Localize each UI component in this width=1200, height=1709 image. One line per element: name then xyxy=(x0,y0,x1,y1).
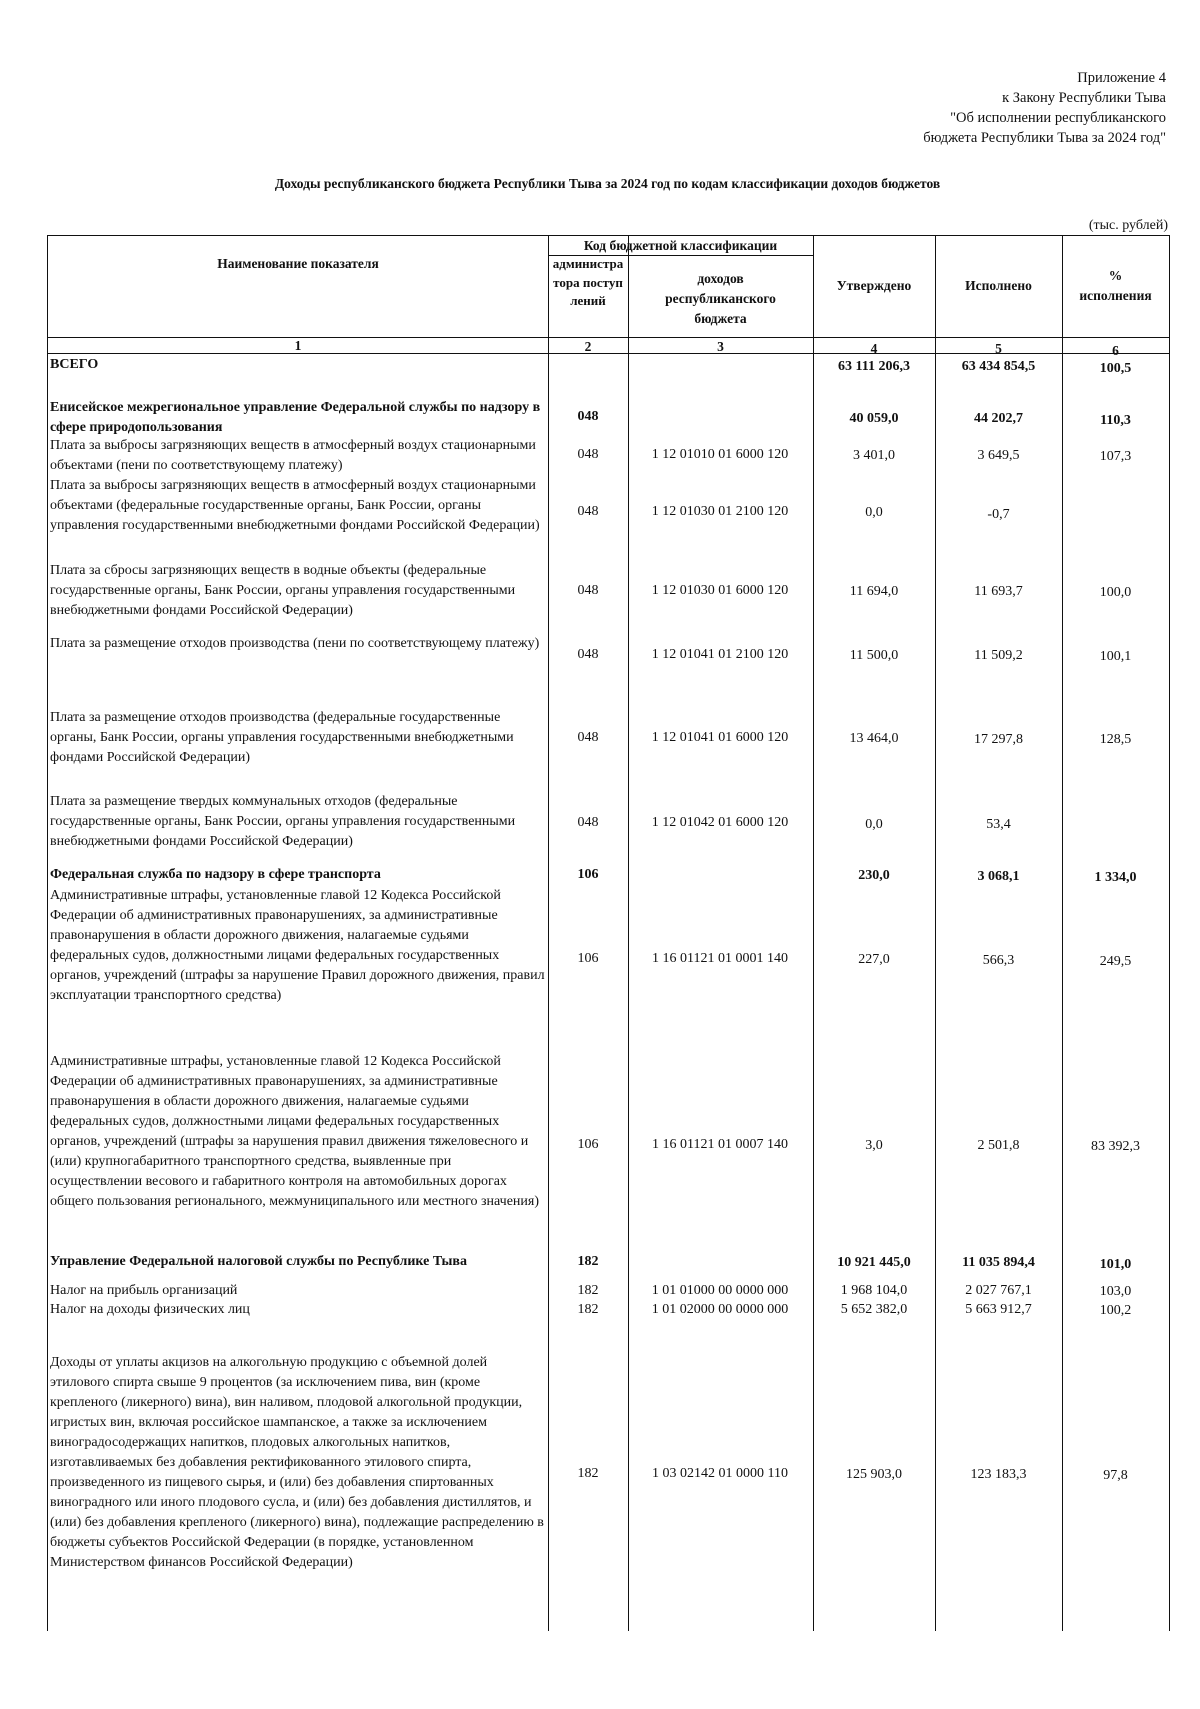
row-name: Енисейское межрегиональное управление Федеральной службы по надзору в сфере природопользования xyxy=(50,400,541,435)
appendix-line: бюджета Республики Тыва за 2024 год" xyxy=(923,130,1166,146)
row-code: 1 12 01041 01 2100 120 xyxy=(651,647,789,662)
row-percent: 101,0 xyxy=(1099,1257,1132,1272)
row-code: 1 12 01010 01 6000 120 xyxy=(651,447,789,462)
document-title: Доходы республиканского бюджета Республики Тыва за 2024 год по кодам классификации доходов бюджетов xyxy=(274,176,941,191)
row-percent: 100,5 xyxy=(1099,361,1132,376)
row-executed: 63 434 854,5 xyxy=(961,359,1036,374)
row-admin: 106 xyxy=(577,951,599,966)
row-admin: 048 xyxy=(577,730,599,745)
row-executed: 123 183,3 xyxy=(970,1467,1027,1482)
column-number: 1 xyxy=(294,338,302,353)
row-code: 1 12 01030 01 6000 120 xyxy=(651,583,789,598)
row-name: Налог на прибыль организаций xyxy=(50,1283,238,1298)
row-admin: 048 xyxy=(577,447,599,462)
row-percent: 110,3 xyxy=(1100,413,1131,428)
row-admin: 182 xyxy=(577,1466,599,1481)
column-divider xyxy=(1062,236,1063,1631)
row-executed: 11 509,2 xyxy=(974,648,1023,663)
row-name: Плата за размещение отходов производства (федеральные государственные органы, Банк России, органы управления государственными внебюджетными фондами Российской Федерации) xyxy=(50,710,514,765)
row-executed: 11 035 894,4 xyxy=(962,1255,1035,1270)
appendix-line: "Об исполнении республиканского xyxy=(950,110,1166,126)
row-approved: 0,0 xyxy=(865,817,883,832)
row-executed: 2 027 767,1 xyxy=(965,1283,1032,1298)
row-admin: 182 xyxy=(577,1283,599,1298)
row-executed: 2 501,8 xyxy=(977,1138,1020,1153)
row-code: 1 12 01041 01 6000 120 xyxy=(651,730,789,745)
row-approved: 5 652 382,0 xyxy=(840,1302,908,1317)
header-admin: администратора поступлений xyxy=(552,256,624,308)
header-income: доходов республиканского бюджета xyxy=(665,271,776,326)
row-percent: 1 334,0 xyxy=(1094,870,1137,885)
row-executed: 44 202,7 xyxy=(974,411,1023,426)
row-name: Доходы от уплаты акцизов на алкогольную продукцию с объемной долей этилового спирта свыше 9 процентов (за исключением пива, вин (кроме крепленого (ликерного) вина), вин наливом, плодовой алкогольной продукции, игристых вин, включая российское шампанское, а также за исключением виноградосодержащих напитков, плодовых алкогольных напитков, изготавливаемых без добавления ректификованного этилового спирта, произведенного из пищевого сырья, и (или) без добавления спиртованных виноградного или иного плодового сусла, и (или) без добавления дистиллятов, и (или) без добавления крепленого (ликерного) вина), подлежащие распределению в бюджеты субъектов Российской Федерации (в порядке, установленном Министерством финансов Российской Федерации) xyxy=(50,1355,544,1570)
column-number: 4 xyxy=(870,341,878,356)
income-table xyxy=(47,235,1170,1631)
row-code: 1 16 01121 01 0007 140 xyxy=(652,1137,788,1152)
row-name: Налог на доходы физических лиц xyxy=(50,1302,250,1317)
row-admin: 048 xyxy=(577,815,599,830)
row-admin: 106 xyxy=(577,1137,599,1152)
row-percent: 128,5 xyxy=(1099,732,1132,747)
row-name: Административные штрафы, установленные главой 12 Кодекса Российской Федерации об административных правонарушениях, за административные правонарушения в области дорожного движения, налагаемые судьями федеральных судов, должностными лицами федеральных государственных органов, учреждений (штрафы за нарушение Правил дорожного движения, правил эксплуатации транспортного средства) xyxy=(50,888,545,1003)
header-approved: Утверждено xyxy=(836,278,912,293)
row-name: Административные штрафы, установленные главой 12 Кодекса Российской Федерации об административных правонарушениях, за административные правонарушения в области дорожного движения, налагаемые судьями федеральных судов, должностными лицами федеральных государственных органов, учреждений (штрафы за нарушения правил движения тяжеловесного и (или) крупногабаритного транспортного средства, выявленные при осуществлении весового и габаритного контроля на автомобильных дорогах общего пользования регионального, межмуниципального или местного значения) xyxy=(50,1054,540,1209)
row-name: Плата за выбросы загрязняющих веществ в атмосферный воздух стационарными объектами (федеральные государственные органы, Банк России, органы управления государственными внебюджетными фондами Российской Федерации) xyxy=(50,478,540,533)
row-approved: 11 694,0 xyxy=(849,584,899,599)
row-percent: 100,0 xyxy=(1099,585,1132,600)
column-number: 5 xyxy=(995,341,1002,356)
row-percent: 97,8 xyxy=(1103,1468,1128,1483)
row-name: ВСЕГО xyxy=(50,357,99,372)
row-code: 1 16 01121 01 0001 140 xyxy=(652,951,788,966)
row-code: 1 01 01000 00 0000 000 xyxy=(651,1283,789,1298)
row-admin: 182 xyxy=(577,1254,599,1269)
row-admin: 048 xyxy=(577,583,599,598)
row-admin: 182 xyxy=(577,1302,599,1317)
appendix-line: Приложение 4 xyxy=(1077,70,1166,86)
column-number: 2 xyxy=(584,339,592,354)
row-code: 1 01 02000 00 0000 000 xyxy=(651,1302,789,1317)
row-approved: 1 968 104,0 xyxy=(840,1283,908,1298)
row-executed: 566,3 xyxy=(982,953,1015,968)
row-approved: 13 464,0 xyxy=(849,731,899,746)
row-percent: 249,5 xyxy=(1099,954,1132,969)
row-executed: -0,7 xyxy=(987,507,1010,522)
row-admin: 048 xyxy=(577,504,599,519)
header-percent: % исполнения xyxy=(1079,268,1152,303)
row-name: Плата за сбросы загрязняющих веществ в водные объекты (федеральные государственные органы, Банк России, органы управления государственными внебюджетными фондами Российской Федерации) xyxy=(50,563,516,618)
header-name: Наименование показателя xyxy=(217,256,379,271)
row-name: Плата за размещение отходов производства (пени по соответствующему платежу) xyxy=(50,636,540,651)
row-percent: 100,1 xyxy=(1099,649,1132,664)
row-approved: 11 500,0 xyxy=(849,648,899,663)
row-percent: 83 392,3 xyxy=(1091,1139,1140,1154)
row-percent: 103,0 xyxy=(1099,1284,1132,1299)
row-approved: 0,0 xyxy=(865,505,883,520)
row-approved: 10 921 445,0 xyxy=(837,1255,911,1270)
row-admin: 048 xyxy=(577,409,599,424)
row-executed: 3 649,5 xyxy=(977,448,1020,463)
row-approved: 63 111 206,3 xyxy=(838,359,910,374)
row-executed: 5 663 912,7 xyxy=(965,1302,1032,1317)
row-name: Федеральная служба по надзору в сфере транспорта xyxy=(50,867,381,882)
appendix-line: к Закону Республики Тыва xyxy=(1002,90,1166,106)
row-executed: 3 068,1 xyxy=(977,869,1020,884)
row-approved: 227,0 xyxy=(858,952,890,967)
row-code: 1 12 01030 01 2100 120 xyxy=(651,504,789,519)
row-executed: 17 297,8 xyxy=(974,732,1023,747)
row-name: Плата за размещение твердых коммунальных отходов (федеральные государственные органы, Банк России, органы управления государственными внебюджетными фондами Российской Федерации) xyxy=(50,794,516,849)
column-number: 3 xyxy=(717,339,724,354)
row-name: Плата за выбросы загрязняющих веществ в атмосферный воздух стационарными объектами (пени по соответствующему платежу) xyxy=(50,438,536,473)
row-approved: 3,0 xyxy=(865,1138,883,1153)
row-approved: 125 903,0 xyxy=(846,1467,902,1482)
row-admin: 048 xyxy=(577,647,599,662)
row-admin: 106 xyxy=(577,867,599,882)
row-approved: 40 059,0 xyxy=(849,411,899,426)
row-approved: 3 401,0 xyxy=(853,448,895,463)
header-code-group: Код бюджетной классификации xyxy=(583,238,778,253)
row-approved: 230,0 xyxy=(858,868,890,883)
units-label: (тыс. рублей) xyxy=(1088,218,1168,233)
column-number: 6 xyxy=(1112,343,1119,358)
header-executed: Исполнено xyxy=(965,278,1032,293)
row-percent: 107,3 xyxy=(1099,449,1132,464)
row-code: 1 12 01042 01 6000 120 xyxy=(651,815,789,830)
row-executed: 53,4 xyxy=(986,817,1011,832)
appendix-note xyxy=(923,68,1166,148)
row-percent: 100,2 xyxy=(1099,1303,1132,1318)
row-code: 1 03 02142 01 0000 110 xyxy=(652,1466,788,1481)
row-executed: 11 693,7 xyxy=(974,584,1023,599)
row-name: Управление Федеральной налоговой службы по Республике Тыва xyxy=(50,1254,467,1269)
